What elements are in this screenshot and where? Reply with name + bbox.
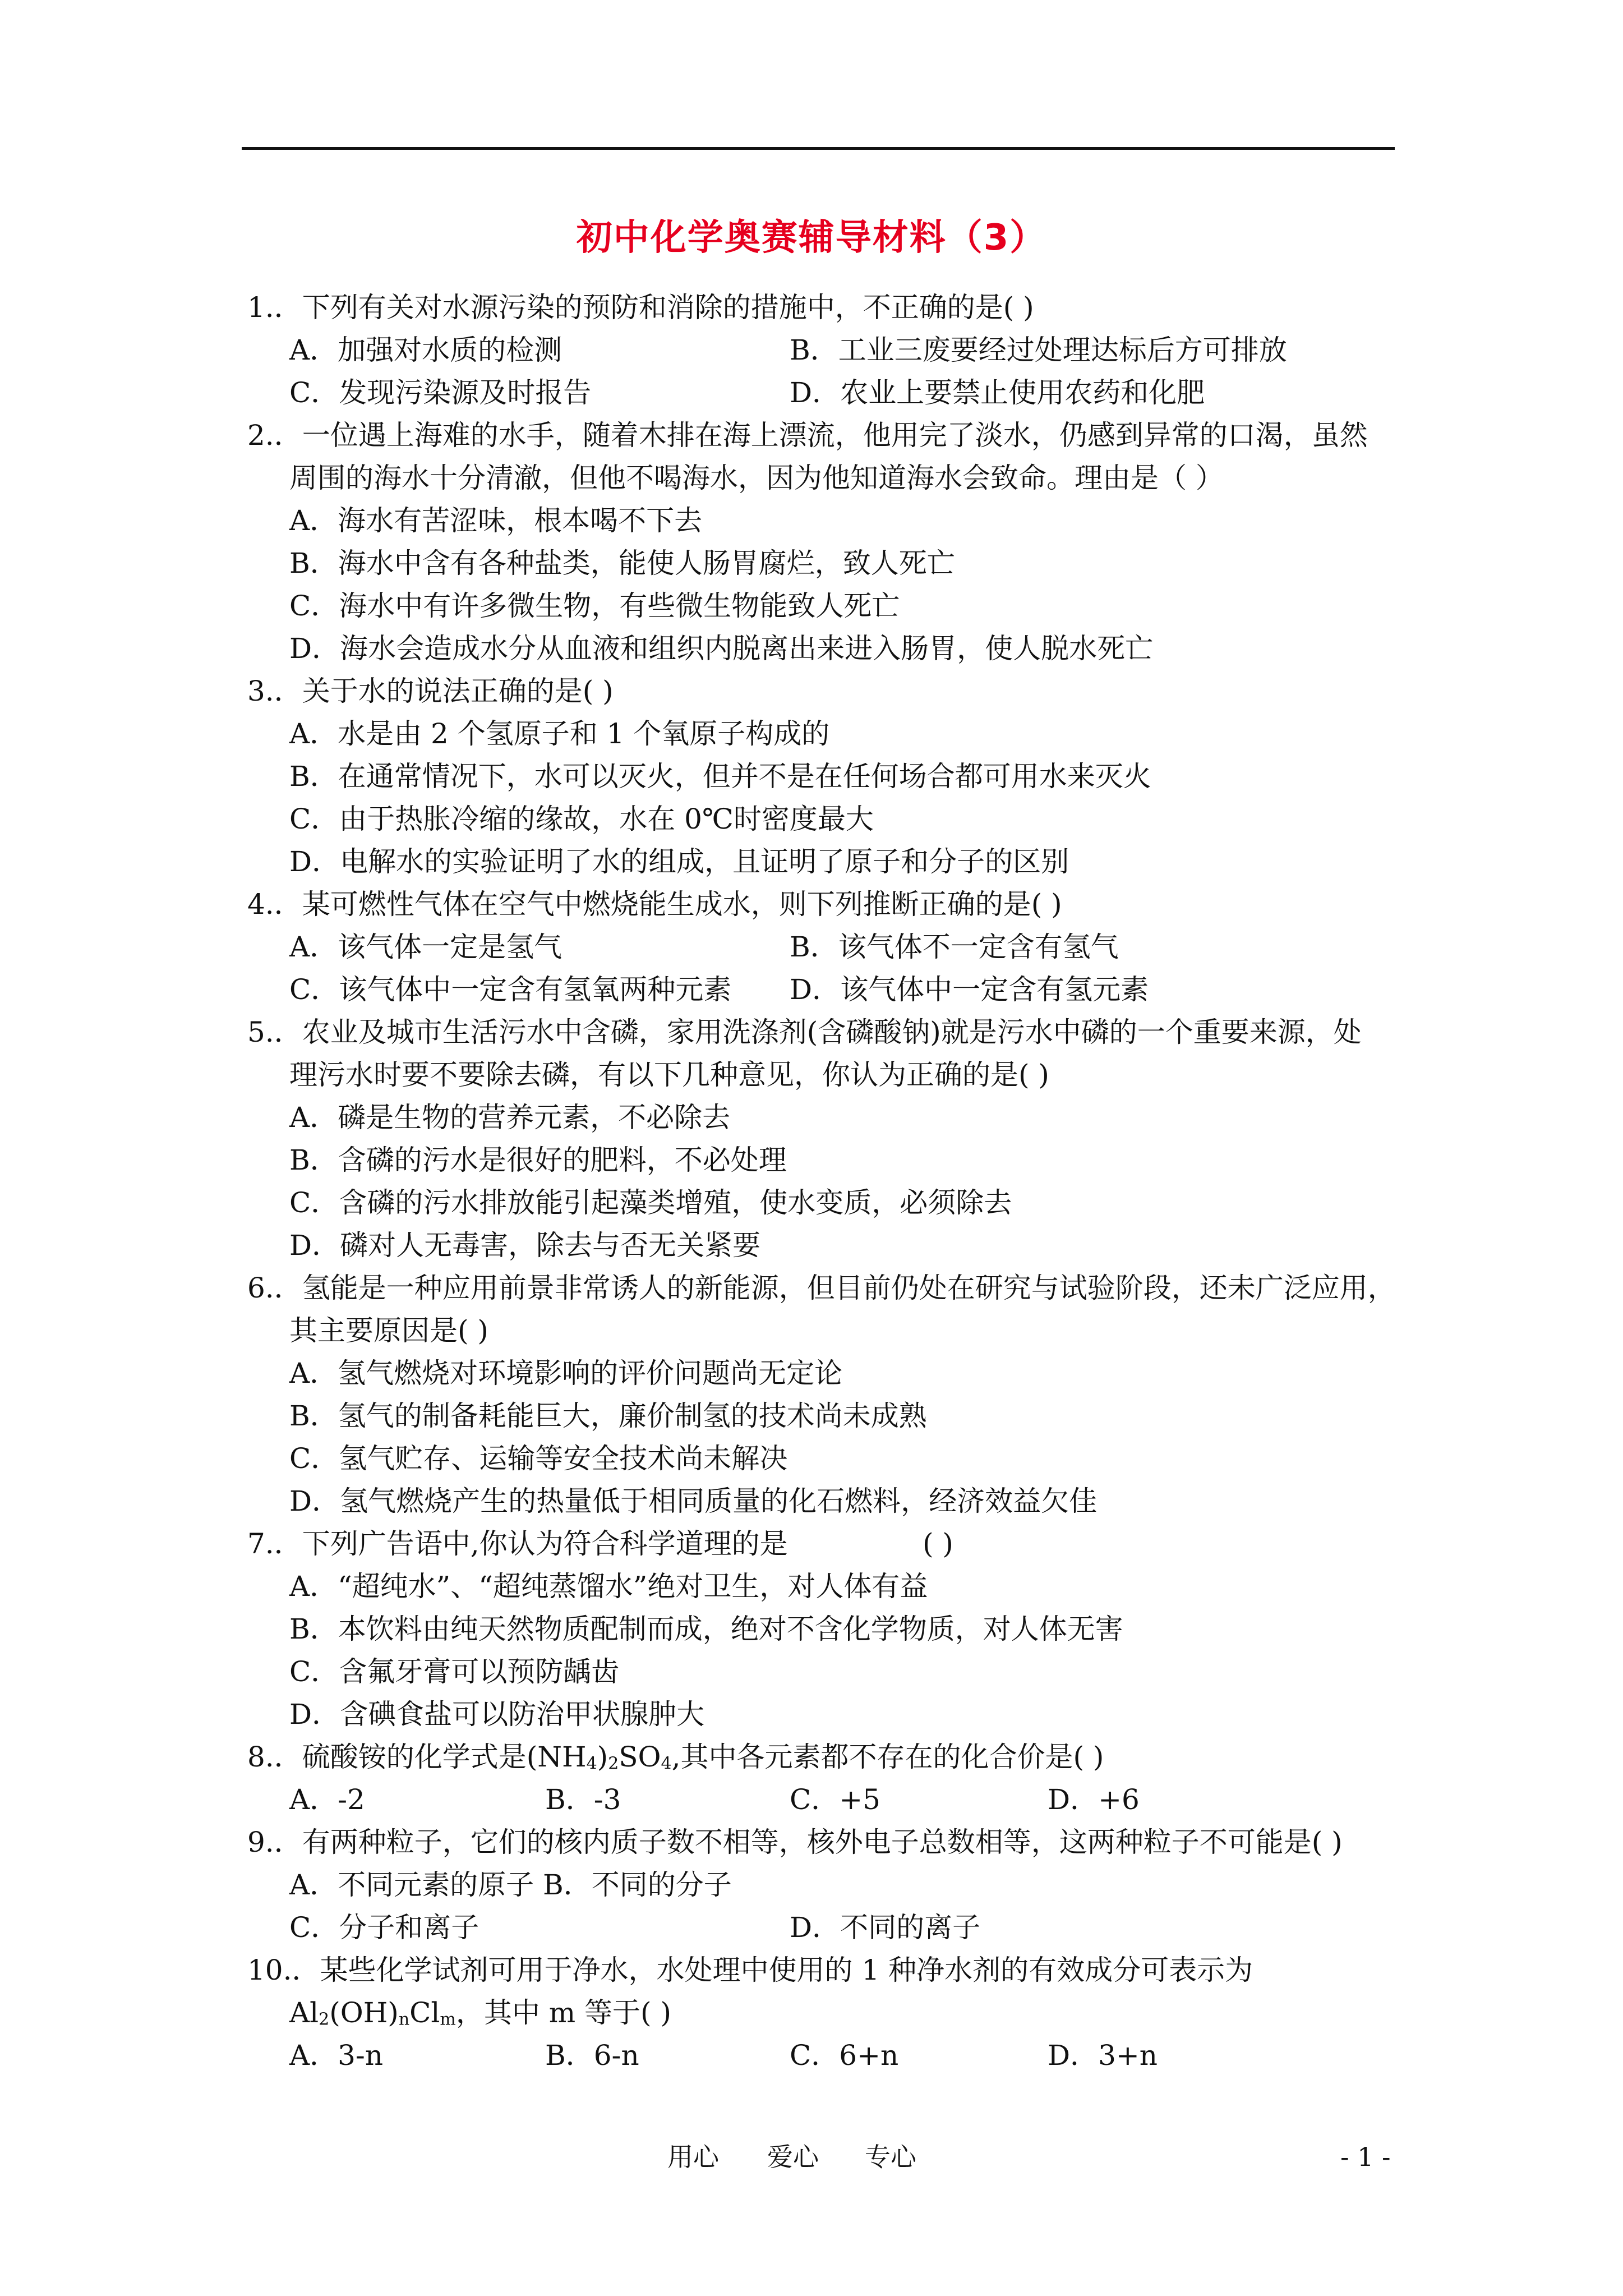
question-1-option-c: C．发现污染源及时报告 [289,376,592,409]
question-4-option-a: A．该气体一定是氢气 [289,931,562,963]
question-5-stem-continued: 理污水时要不要除去磷，有以下几种意见，你认为正确的是( ) [289,1059,1049,1091]
question-3-option-b: B．在通常情况下，水可以灭火，但并不是在任何场合都可用水来灭火 [289,760,1151,793]
question-9-option-c: C．分子和离子 [289,1911,479,1944]
header-rule [242,147,1395,150]
question-4-option-b: B．该气体不一定含有氢气 [790,931,1119,963]
question-3-option-d: D．电解水的实验证明了水的组成，且证明了原子和分子的区别 [289,845,1069,878]
question-4-option-c: C．该气体中一定含有氢氧两种元素 [289,973,732,1006]
question-5-option-b: B．含磷的污水是很好的肥料，不必处理 [289,1144,787,1176]
question-7-stem: 7.．下列广告语中,你认为符合科学道理的是 [247,1527,788,1560]
question-10-option-a: A．3-n [289,2039,384,2072]
question-1-stem: 1.．下列有关对水源污染的预防和消除的措施中，不正确的是( ) [247,291,1034,324]
question-7-option-d: D．含碘食盐可以防治甲状腺肿大 [289,1698,705,1731]
question-9-option-a-b: A．不同元素的原子 B．不同的分子 [289,1869,732,1901]
question-4-stem: 4.．某可燃性气体在空气中燃烧能生成水，则下列推断正确的是( ) [247,888,1062,921]
question-6-option-b: B．氢气的制备耗能巨大，廉价制氢的技术尚未成熟 [289,1400,927,1432]
question-6-stem-continued: 其主要原因是( ) [289,1314,488,1347]
footer-text-left: 用心 [667,2142,719,2172]
question-10-stem: 10.．某些化学试剂可用于净水，水处理中使用的 1 种净水剂的有效成分可表示为 [247,1954,1253,1986]
page-number: - 1 - [1340,2142,1391,2172]
question-2-option-a: A．海水有苦涩味，根本喝不下去 [289,504,703,537]
question-2-option-d: D．海水会造成水分从血液和组织内脱离出来进入肠胃，使人脱水死亡 [289,632,1154,665]
question-8-option-a: A．-2 [289,1783,365,1816]
question-5-option-d: D．磷对人无毒害，除去与否无关紧要 [289,1229,761,1262]
question-7-option-a: A．“超纯水”、“超纯蒸馏水”绝对卫生，对人体有益 [289,1570,928,1603]
question-10-option-c: C．6+n [790,2039,899,2072]
question-8-option-c: C．+5 [790,1783,880,1816]
question-7-answer-bracket: ( ) [923,1527,953,1560]
question-2-option-b: B．海水中含有各种盐类，能使人肠胃腐烂，致人死亡 [289,547,955,579]
question-8-option-b: B．-3 [545,1783,621,1816]
question-2-option-c: C．海水中有许多微生物，有些微生物能致人死亡 [289,590,900,622]
question-6-option-d: D．氢气燃烧产生的热量低于相同质量的化石燃料，经济效益欠佳 [289,1485,1098,1517]
question-4-option-d: D．该气体中一定含有氢元素 [790,973,1149,1006]
question-5-option-a: A．磷是生物的营养元素，不必除去 [289,1101,731,1134]
question-10-option-b: B．6-n [545,2039,639,2072]
question-8-option-d: D．+6 [1048,1783,1140,1816]
question-2-stem-continued: 周围的海水十分清澈，但他不喝海水，因为他知道海水会致命。理由是（ ） [289,462,1224,494]
page-title: 初中化学奥赛辅导材料（3） [576,217,1047,259]
footer-text-middle: 爱心 [767,2142,819,2172]
question-1-option-b: B．工业三废要经过处理达标后方可排放 [790,334,1287,366]
question-9-option-d: D．不同的离子 [790,1911,981,1944]
question-3-option-a: A．水是由 2 个氢原子和 1 个氧原子构成的 [289,717,830,750]
question-10-option-d: D．3+n [1048,2039,1158,2072]
question-6-stem: 6.．氢能是一种应用前景非常诱人的新能源，但目前仍处在研究与试验阶段，还未广泛应用， [247,1272,1396,1304]
question-8-stem: 8.．硫酸铵的化学式是$(NH_4)_2SO_4$,其中各元素都不存在的化合价是( ) [247,1741,1104,1774]
question-6-option-a: A．氢气燃烧对环境影响的评价问题尚无定论 [289,1357,843,1389]
question-1-option-d: D．农业上要禁止使用农药和化肥 [790,376,1205,409]
question-3-option-c: C．由于热胀冷缩的缘故，水在 0℃时密度最大 [289,803,874,835]
question-7-option-b: B．本饮料由纯天然物质配制而成，绝对不含化学物质，对人体无害 [289,1613,1123,1645]
question-5-option-c: C．含磷的污水排放能引起藻类增殖，使水变质，必须除去 [289,1186,1012,1219]
question-10-stem-continued: $Al_2(OH)_nCl_m$，其中 m 等于( ) [289,1996,671,2030]
question-9-stem: 9.．有两种粒子，它们的核内质子数不相等，核外电子总数相等，这两种粒子不可能是( ) [247,1826,1343,1858]
question-6-option-c: C．氢气贮存、运输等安全技术尚未解决 [289,1442,788,1475]
question-1-option-a: A．加强对水质的检测 [289,334,562,366]
question-2-stem: 2.．一位遇上海难的水手，随着木排在海上漂流，他用完了淡水，仍感到异常的口渴，虽然 [247,419,1368,452]
question-5-stem: 5.．农业及城市生活污水中含磷，家用洗涤剂(含磷酸钠)就是污水中磷的一个重要来源，处 [247,1016,1362,1048]
question-7-option-c: C．含氟牙膏可以预防龋齿 [289,1655,620,1688]
question-3-stem: 3.．关于水的说法正确的是( ) [247,675,614,707]
footer-text-right: 专心 [865,2142,916,2172]
